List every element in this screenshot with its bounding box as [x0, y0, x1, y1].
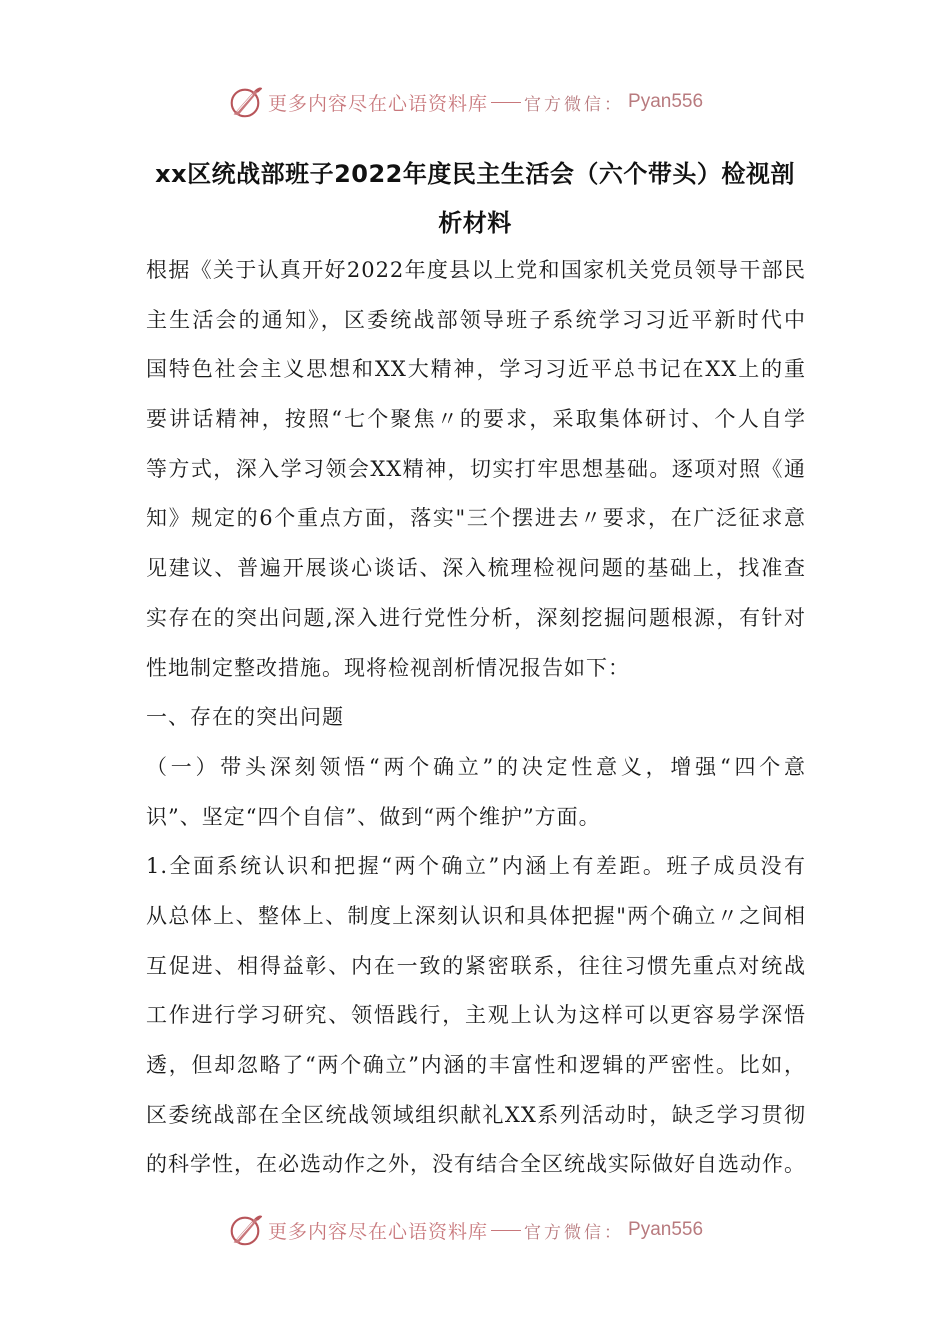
- watermark-label: 官方微信：: [524, 1222, 625, 1243]
- watermark-wechat-id: Pyan556: [628, 91, 704, 112]
- body-line: 透，但却忽略了“两个确立”内涵的丰富性和逻辑的严密性。比如，: [146, 1053, 806, 1077]
- body-line: 工作进行学习研究、领悟践行，主观上认为这样可以更容易学深悟: [146, 1003, 806, 1028]
- body-line: 1.全面系统认识和把握“两个确立”内涵上有差距。班子成员没有: [146, 854, 806, 879]
- watermark-text: 更多内容尽在心语资料库: [268, 1220, 489, 1243]
- body-line: 知》规定的6个重点方面，落实"三个摆进去〃要求，在广泛征求意: [146, 506, 806, 531]
- watermark-dash: [491, 1230, 521, 1231]
- subsection-heading-line: 识”、坚定“四个自信”、做到“两个维护”方面。: [146, 804, 601, 829]
- body-line: 实存在的突出问题,深入进行党性分析，深刻挖掘问题根源，有针对: [146, 605, 806, 630]
- watermark-text: 更多内容尽在心语资料库: [268, 92, 489, 115]
- body-line: 区委统战部在全区统战领域组织献礼XX系列活动时，缺乏学习贯彻: [146, 1102, 806, 1127]
- watermark-banner-bottom: [226, 1210, 746, 1250]
- document-body: [146, 252, 806, 1196]
- body-line: 见建议、普遍开展谈心谈话、深入梳理检视问题的基础上，找准查: [146, 556, 806, 581]
- body-line: 等方式，深入学习领会XX精神，切实打牢思想基础。逐项对照《通: [146, 456, 806, 481]
- document-title-line-2: 析材料: [438, 209, 512, 237]
- body-line: 性地制定整改措施。现将检视剖析情况报告如下：: [146, 655, 630, 680]
- body-line: 国特色社会主义思想和XX大精神，学习习近平总书记在XX上的重: [146, 357, 806, 382]
- quill-logo-icon: [226, 83, 264, 121]
- body-line: 的科学性，在必选动作之外，没有结合全区统战实际做好自选动作。: [146, 1152, 806, 1177]
- body-line: 从总体上、整体上、制度上深刻认识和具体把握"两个确立〃之间相: [146, 903, 806, 928]
- body-line: 主生活会的通知》，区委统战部领导班子系统学习习近平新时代中: [146, 307, 806, 332]
- document-title-line-1: xx区统战部班子2022年度民主生活会（六个带头）检视剖: [155, 160, 795, 188]
- body-line: 要讲话精神，按照“七个聚焦〃的要求，采取集体研讨、个人自学: [146, 407, 806, 432]
- watermark-banner-top: [226, 82, 746, 122]
- quill-logo-icon: [226, 1211, 264, 1249]
- watermark-label: 官方微信：: [524, 94, 625, 115]
- watermark-dash: [491, 102, 521, 103]
- watermark-wechat-id: Pyan556: [628, 1219, 704, 1240]
- body-line: 互促进、相得益彰、内在一致的紧密联系，往往习惯先重点对统战: [146, 953, 806, 978]
- section-heading: 一、存在的突出问题: [146, 705, 344, 730]
- subsection-heading-line: （一）带头深刻领悟“两个确立”的决定性意义，增强“四个意: [146, 754, 806, 779]
- body-line: 根据《关于认真开好2022年度县以上党和国家机关党员领导干部民: [146, 258, 806, 282]
